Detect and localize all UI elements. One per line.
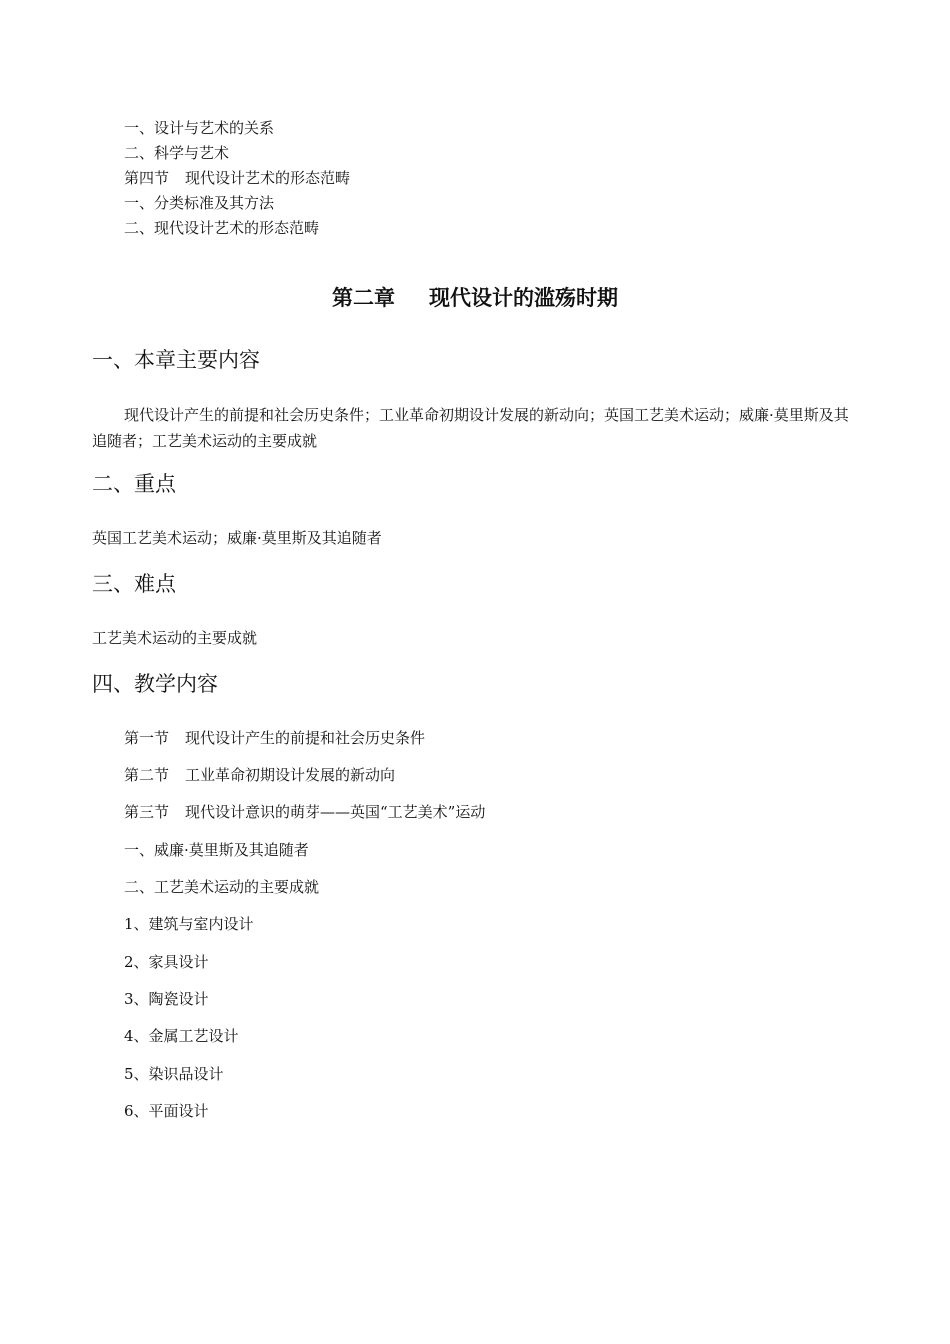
teaching-item-label: 第三节 <box>124 803 170 821</box>
section-heading-main-content: 一、本章主要内容 <box>92 348 260 372</box>
teaching-item: 6、平面设计 <box>124 1102 209 1120</box>
chapter-name: 现代设计的滥殇时期 <box>429 286 618 310</box>
teaching-item: 2、家具设计 <box>124 953 209 971</box>
teaching-item <box>124 765 395 785</box>
section-heading-difficulties: 三、难点 <box>92 572 176 596</box>
teaching-item-text: 现代设计产生的前提和社会历史条件 <box>185 729 426 747</box>
section-heading-key-points: 二、重点 <box>92 472 176 496</box>
teaching-item: 3、陶瓷设计 <box>124 990 209 1008</box>
toc-section-text: 现代设计艺术的形态范畴 <box>185 169 351 187</box>
key-points-text: 英国工艺美术运动；威廉·莫里斯及其追随者 <box>92 529 382 547</box>
teaching-item <box>124 802 485 822</box>
toc-item: 一、设计与艺术的关系 <box>124 119 275 137</box>
section-heading-teaching: 四、教学内容 <box>92 672 218 696</box>
teaching-item: 1、建筑与室内设计 <box>124 915 254 933</box>
teaching-item-text: 工业革命初期设计发展的新动向 <box>185 766 396 784</box>
teaching-item-label: 第二节 <box>124 766 170 784</box>
toc-item: 一、分类标准及其方法 <box>124 194 275 212</box>
teaching-item: 4、金属工艺设计 <box>124 1027 239 1045</box>
teaching-item <box>124 728 425 748</box>
teaching-item: 5、染识品设计 <box>124 1065 224 1083</box>
toc-section-item <box>124 168 350 188</box>
toc-item: 二、现代设计艺术的形态范畴 <box>124 219 320 237</box>
difficulties-text: 工艺美术运动的主要成就 <box>92 629 258 647</box>
chapter-number: 第二章 <box>332 286 395 310</box>
toc-section-label: 第四节 <box>124 169 170 187</box>
toc-item: 二、科学与艺术 <box>124 144 230 162</box>
teaching-item-text: 现代设计意识的萌芽——英国“工艺美术”运动 <box>185 803 486 821</box>
teaching-item-label: 第一节 <box>124 729 170 747</box>
teaching-item: 二、工艺美术运动的主要成就 <box>124 878 320 896</box>
main-content-paragraph: 现代设计产生的前提和社会历史条件；工业革命初期设计发展的新动向；英国工艺美术运动；威廉·莫里斯及其追随者；工艺美术运动的主要成就 <box>92 406 849 450</box>
chapter-title <box>0 284 950 312</box>
teaching-item: 一、威廉·莫里斯及其追随者 <box>124 841 309 859</box>
